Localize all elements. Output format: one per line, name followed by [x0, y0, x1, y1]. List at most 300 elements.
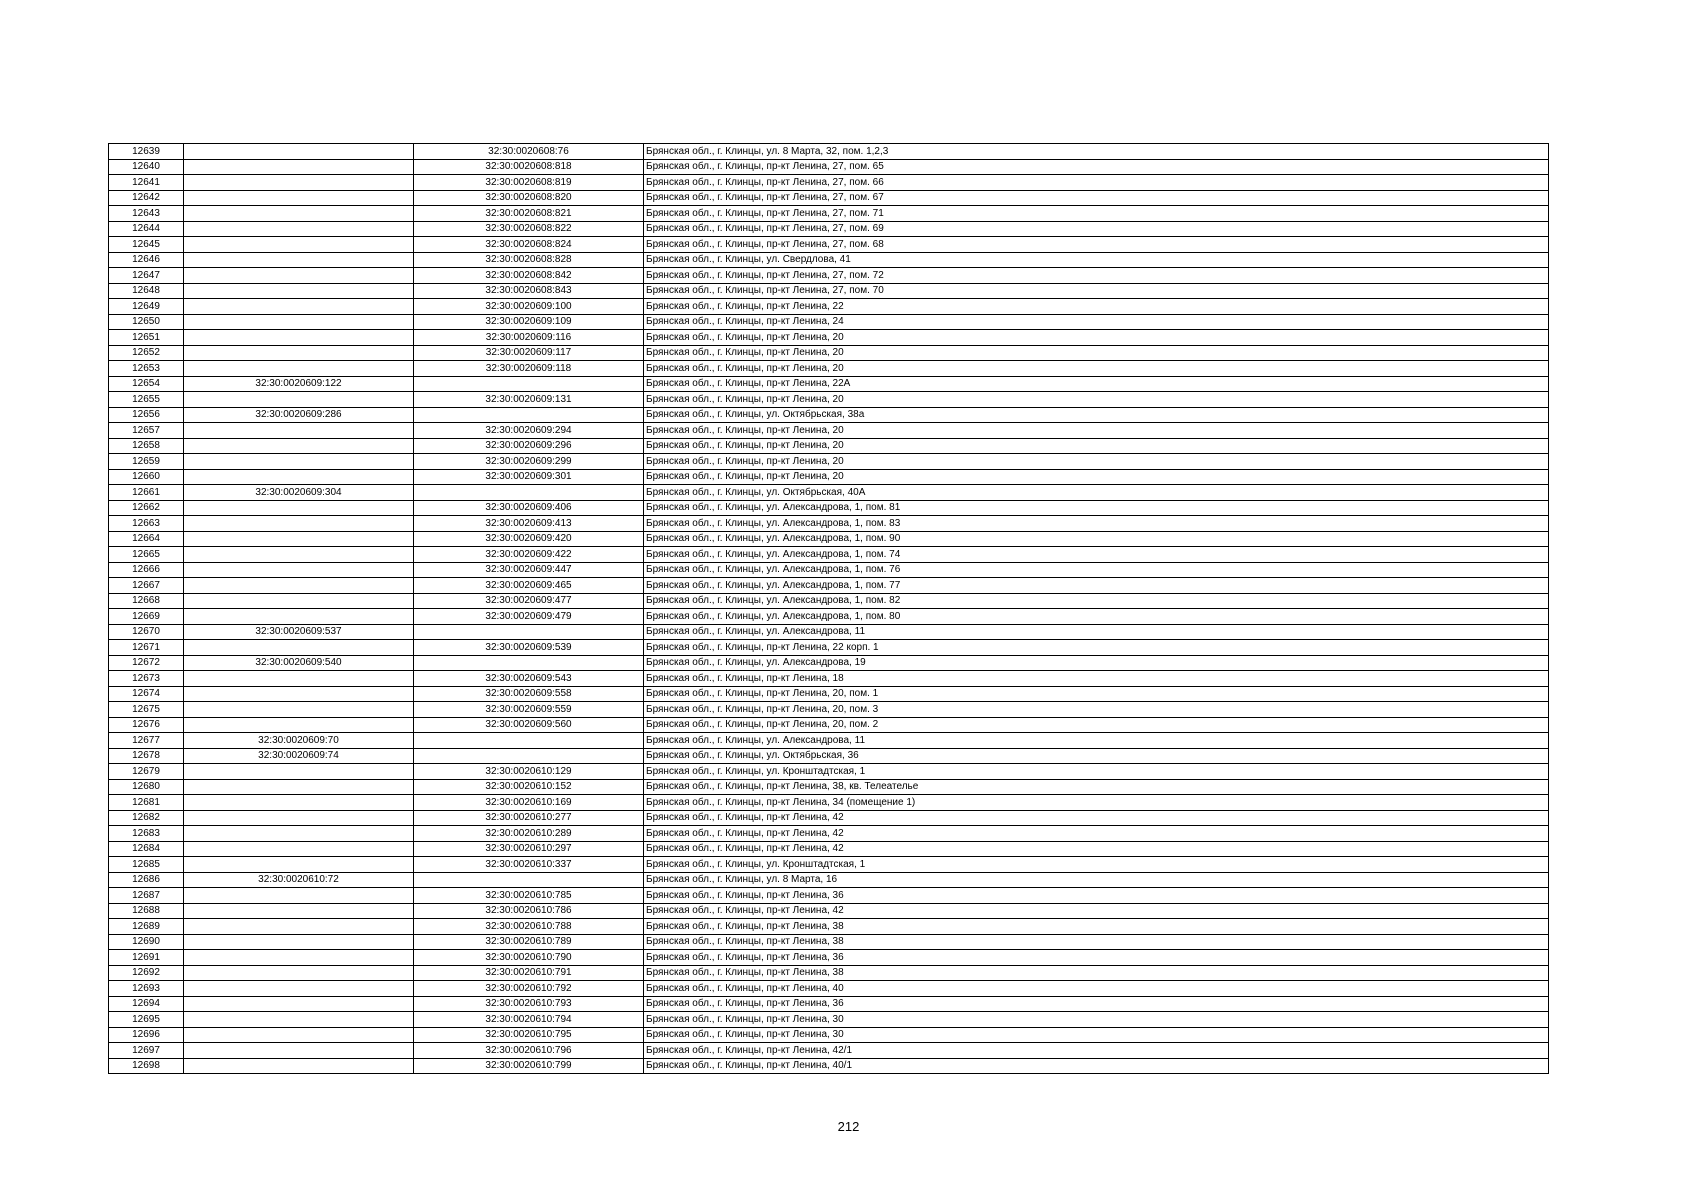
table-row — [109, 1012, 1549, 1028]
table-row — [109, 996, 1549, 1012]
cell-building-cadastral-number — [414, 407, 644, 423]
cell-address: Брянская обл., г. Клинцы, пр-кт Ленина, 42 — [644, 810, 1549, 826]
cell-address: Брянская обл., г. Клинцы, пр-кт Ленина, 22А — [644, 376, 1549, 392]
cell-land-cadastral-number — [184, 903, 414, 919]
cell-row-number: 12650 — [109, 314, 184, 330]
cell-building-cadastral-number: 32:30:0020609:422 — [414, 547, 644, 563]
cell-building-cadastral-number: 32:30:0020610:791 — [414, 965, 644, 981]
table-row — [109, 299, 1549, 315]
cell-land-cadastral-number — [184, 810, 414, 826]
cell-address: Брянская обл., г. Клинцы, ул. Александрова, 1, пом. 76 — [644, 562, 1549, 578]
table-row — [109, 826, 1549, 842]
cell-land-cadastral-number — [184, 919, 414, 935]
table-row — [109, 144, 1549, 160]
cell-row-number: 12679 — [109, 764, 184, 780]
cell-land-cadastral-number — [184, 671, 414, 687]
cell-land-cadastral-number — [184, 361, 414, 377]
cell-address: Брянская обл., г. Клинцы, пр-кт Ленина, 20 — [644, 423, 1549, 439]
cell-building-cadastral-number: 32:30:0020609:117 — [414, 345, 644, 361]
cell-address: Брянская обл., г. Клинцы, ул. 8 Марта, 32, пом. 1,2,3 — [644, 144, 1549, 160]
cell-row-number: 12655 — [109, 392, 184, 408]
cell-row-number: 12681 — [109, 795, 184, 811]
cell-building-cadastral-number: 32:30:0020609:447 — [414, 562, 644, 578]
cell-row-number: 12667 — [109, 578, 184, 594]
table-row — [109, 764, 1549, 780]
cell-row-number: 12698 — [109, 1058, 184, 1074]
cell-building-cadastral-number: 32:30:0020610:796 — [414, 1043, 644, 1059]
table-row — [109, 872, 1549, 888]
cell-building-cadastral-number: 32:30:0020609:296 — [414, 438, 644, 454]
cell-row-number: 12644 — [109, 221, 184, 237]
cell-building-cadastral-number: 32:30:0020609:465 — [414, 578, 644, 594]
cell-building-cadastral-number: 32:30:0020608:843 — [414, 283, 644, 299]
cell-land-cadastral-number — [184, 640, 414, 656]
cell-land-cadastral-number — [184, 593, 414, 609]
cell-address: Брянская обл., г. Клинцы, пр-кт Ленина, 27, пом. 67 — [644, 190, 1549, 206]
cell-building-cadastral-number — [414, 376, 644, 392]
cell-row-number: 12688 — [109, 903, 184, 919]
table-row — [109, 810, 1549, 826]
cell-row-number: 12693 — [109, 981, 184, 997]
cell-land-cadastral-number — [184, 330, 414, 346]
cell-address: Брянская обл., г. Клинцы, пр-кт Ленина, 36 — [644, 888, 1549, 904]
cell-row-number: 12697 — [109, 1043, 184, 1059]
table-row — [109, 624, 1549, 640]
cell-row-number: 12658 — [109, 438, 184, 454]
cell-building-cadastral-number: 32:30:0020608:821 — [414, 206, 644, 222]
cell-building-cadastral-number — [414, 655, 644, 671]
cell-building-cadastral-number: 32:30:0020609:109 — [414, 314, 644, 330]
table-row — [109, 469, 1549, 485]
cell-row-number: 12669 — [109, 609, 184, 625]
table-row — [109, 500, 1549, 516]
cell-building-cadastral-number: 32:30:0020610:129 — [414, 764, 644, 780]
table-row — [109, 547, 1549, 563]
cell-building-cadastral-number: 32:30:0020609:116 — [414, 330, 644, 346]
cell-building-cadastral-number: 32:30:0020609:560 — [414, 717, 644, 733]
cell-land-cadastral-number — [184, 175, 414, 191]
cell-address: Брянская обл., г. Клинцы, пр-кт Ленина, 42/1 — [644, 1043, 1549, 1059]
cell-building-cadastral-number: 32:30:0020609:543 — [414, 671, 644, 687]
cell-row-number: 12648 — [109, 283, 184, 299]
cell-building-cadastral-number — [414, 733, 644, 749]
table-row — [109, 531, 1549, 547]
cell-land-cadastral-number — [184, 562, 414, 578]
cell-land-cadastral-number — [184, 1043, 414, 1059]
cell-row-number: 12641 — [109, 175, 184, 191]
cell-land-cadastral-number — [184, 717, 414, 733]
table-row — [109, 1027, 1549, 1043]
cell-land-cadastral-number — [184, 345, 414, 361]
cell-building-cadastral-number: 32:30:0020610:799 — [414, 1058, 644, 1074]
table-row — [109, 252, 1549, 268]
table-row — [109, 345, 1549, 361]
cell-row-number: 12657 — [109, 423, 184, 439]
cell-land-cadastral-number — [184, 206, 414, 222]
cell-building-cadastral-number: 32:30:0020609:413 — [414, 516, 644, 532]
cell-building-cadastral-number: 32:30:0020609:294 — [414, 423, 644, 439]
cell-land-cadastral-number — [184, 965, 414, 981]
table-row — [109, 717, 1549, 733]
table-row — [109, 206, 1549, 222]
cell-row-number: 12652 — [109, 345, 184, 361]
table-row — [109, 903, 1549, 919]
cell-land-cadastral-number — [184, 423, 414, 439]
cell-building-cadastral-number: 32:30:0020609:558 — [414, 686, 644, 702]
cell-address: Брянская обл., г. Клинцы, пр-кт Ленина, 27, пом. 65 — [644, 159, 1549, 175]
cell-land-cadastral-number — [184, 438, 414, 454]
cell-address: Брянская обл., г. Клинцы, ул. Александрова, 1, пом. 83 — [644, 516, 1549, 532]
cell-land-cadastral-number — [184, 996, 414, 1012]
table-row — [109, 314, 1549, 330]
cell-land-cadastral-number — [184, 500, 414, 516]
cell-building-cadastral-number: 32:30:0020609:420 — [414, 531, 644, 547]
cell-land-cadastral-number — [184, 1012, 414, 1028]
cell-building-cadastral-number: 32:30:0020608:76 — [414, 144, 644, 160]
cell-building-cadastral-number — [414, 872, 644, 888]
table-row — [109, 795, 1549, 811]
cell-address: Брянская обл., г. Клинцы, пр-кт Ленина, 34 (помещение 1) — [644, 795, 1549, 811]
cell-address: Брянская обл., г. Клинцы, пр-кт Ленина, 18 — [644, 671, 1549, 687]
cell-building-cadastral-number: 32:30:0020608:824 — [414, 237, 644, 253]
cell-address: Брянская обл., г. Клинцы, ул. Октябрьская, 38а — [644, 407, 1549, 423]
cell-land-cadastral-number — [184, 702, 414, 718]
cell-address: Брянская обл., г. Клинцы, пр-кт Ленина, 38, кв. Телеателье — [644, 779, 1549, 795]
cell-address: Брянская обл., г. Клинцы, пр-кт Ленина, 27, пом. 66 — [644, 175, 1549, 191]
cell-address: Брянская обл., г. Клинцы, пр-кт Ленина, 40/1 — [644, 1058, 1549, 1074]
cell-row-number: 12684 — [109, 841, 184, 857]
table-row — [109, 516, 1549, 532]
cell-address: Брянская обл., г. Клинцы, пр-кт Ленина, 20, пом. 3 — [644, 702, 1549, 718]
cell-building-cadastral-number: 32:30:0020609:100 — [414, 299, 644, 315]
table-row — [109, 407, 1549, 423]
cell-address: Брянская обл., г. Клинцы, пр-кт Ленина, 27, пом. 70 — [644, 283, 1549, 299]
cell-building-cadastral-number: 32:30:0020609:299 — [414, 454, 644, 470]
cell-address: Брянская обл., г. Клинцы, ул. Кронштадтская, 1 — [644, 857, 1549, 873]
cell-row-number: 12673 — [109, 671, 184, 687]
cell-row-number: 12654 — [109, 376, 184, 392]
cell-land-cadastral-number — [184, 888, 414, 904]
cell-building-cadastral-number — [414, 748, 644, 764]
cell-row-number: 12656 — [109, 407, 184, 423]
cell-land-cadastral-number — [184, 469, 414, 485]
cell-address: Брянская обл., г. Клинцы, ул. Свердлова, 41 — [644, 252, 1549, 268]
cell-address: Брянская обл., г. Клинцы, пр-кт Ленина, 20 — [644, 361, 1549, 377]
cell-building-cadastral-number — [414, 485, 644, 501]
cell-building-cadastral-number: 32:30:0020610:277 — [414, 810, 644, 826]
table-row — [109, 1058, 1549, 1074]
cell-row-number: 12645 — [109, 237, 184, 253]
cell-row-number: 12689 — [109, 919, 184, 935]
cell-building-cadastral-number: 32:30:0020610:786 — [414, 903, 644, 919]
cell-building-cadastral-number: 32:30:0020610:152 — [414, 779, 644, 795]
cell-row-number: 12691 — [109, 950, 184, 966]
table-row — [109, 686, 1549, 702]
cadastral-table — [108, 143, 1549, 1074]
cell-land-cadastral-number — [184, 1058, 414, 1074]
cell-address: Брянская обл., г. Клинцы, пр-кт Ленина, 27, пом. 69 — [644, 221, 1549, 237]
cell-land-cadastral-number — [184, 516, 414, 532]
cell-address: Брянская обл., г. Клинцы, пр-кт Ленина, 20, пом. 2 — [644, 717, 1549, 733]
cell-row-number: 12643 — [109, 206, 184, 222]
table-row — [109, 841, 1549, 857]
cell-land-cadastral-number: 32:30:0020609:304 — [184, 485, 414, 501]
cell-row-number: 12686 — [109, 872, 184, 888]
table-body — [109, 144, 1549, 1074]
cell-land-cadastral-number — [184, 1027, 414, 1043]
table-row — [109, 376, 1549, 392]
table-row — [109, 950, 1549, 966]
cell-building-cadastral-number: 32:30:0020608:822 — [414, 221, 644, 237]
cell-row-number: 12639 — [109, 144, 184, 160]
cell-building-cadastral-number: 32:30:0020610:792 — [414, 981, 644, 997]
cell-address: Брянская обл., г. Клинцы, пр-кт Ленина, 27, пом. 68 — [644, 237, 1549, 253]
cell-row-number: 12674 — [109, 686, 184, 702]
cell-building-cadastral-number: 32:30:0020609:301 — [414, 469, 644, 485]
cell-row-number: 12678 — [109, 748, 184, 764]
table-row — [109, 593, 1549, 609]
cell-row-number: 12687 — [109, 888, 184, 904]
table-row — [109, 671, 1549, 687]
table-row — [109, 221, 1549, 237]
cell-land-cadastral-number: 32:30:0020609:540 — [184, 655, 414, 671]
cell-building-cadastral-number: 32:30:0020610:788 — [414, 919, 644, 935]
table-row — [109, 609, 1549, 625]
table-row — [109, 562, 1549, 578]
cell-row-number: 12661 — [109, 485, 184, 501]
cell-building-cadastral-number: 32:30:0020610:785 — [414, 888, 644, 904]
cell-land-cadastral-number — [184, 190, 414, 206]
cell-row-number: 12683 — [109, 826, 184, 842]
table-row — [109, 733, 1549, 749]
cell-row-number: 12647 — [109, 268, 184, 284]
cell-address: Брянская обл., г. Клинцы, ул. Кронштадтская, 1 — [644, 764, 1549, 780]
cell-address: Брянская обл., г. Клинцы, пр-кт Ленина, 36 — [644, 996, 1549, 1012]
cell-building-cadastral-number: 32:30:0020610:793 — [414, 996, 644, 1012]
cell-address: Брянская обл., г. Клинцы, пр-кт Ленина, 24 — [644, 314, 1549, 330]
cell-building-cadastral-number — [414, 624, 644, 640]
table-row — [109, 392, 1549, 408]
cell-address: Брянская обл., г. Клинцы, ул. Александрова, 1, пом. 82 — [644, 593, 1549, 609]
cell-land-cadastral-number: 32:30:0020609:122 — [184, 376, 414, 392]
cell-land-cadastral-number: 32:30:0020610:72 — [184, 872, 414, 888]
cell-address: Брянская обл., г. Клинцы, пр-кт Ленина, 20 — [644, 469, 1549, 485]
cell-row-number: 12680 — [109, 779, 184, 795]
cell-row-number: 12670 — [109, 624, 184, 640]
cell-address: Брянская обл., г. Клинцы, ул. Александрова, 1, пом. 77 — [644, 578, 1549, 594]
table-row — [109, 190, 1549, 206]
cell-land-cadastral-number — [184, 268, 414, 284]
cell-building-cadastral-number: 32:30:0020610:289 — [414, 826, 644, 842]
cell-land-cadastral-number — [184, 454, 414, 470]
cell-land-cadastral-number — [184, 531, 414, 547]
cell-building-cadastral-number: 32:30:0020610:297 — [414, 841, 644, 857]
cell-address: Брянская обл., г. Клинцы, ул. Октябрьская, 40А — [644, 485, 1549, 501]
cell-building-cadastral-number: 32:30:0020608:820 — [414, 190, 644, 206]
cell-land-cadastral-number — [184, 795, 414, 811]
cell-address: Брянская обл., г. Клинцы, ул. Октябрьская, 36 — [644, 748, 1549, 764]
table-row — [109, 655, 1549, 671]
cell-land-cadastral-number — [184, 779, 414, 795]
cell-row-number: 12672 — [109, 655, 184, 671]
cell-address: Брянская обл., г. Клинцы, ул. Александрова, 19 — [644, 655, 1549, 671]
cell-land-cadastral-number — [184, 283, 414, 299]
cell-row-number: 12666 — [109, 562, 184, 578]
cell-row-number: 12664 — [109, 531, 184, 547]
cell-land-cadastral-number — [184, 609, 414, 625]
cell-land-cadastral-number — [184, 392, 414, 408]
cell-land-cadastral-number — [184, 237, 414, 253]
cell-land-cadastral-number — [184, 841, 414, 857]
cell-building-cadastral-number: 32:30:0020610:169 — [414, 795, 644, 811]
cell-building-cadastral-number: 32:30:0020609:131 — [414, 392, 644, 408]
cell-address: Брянская обл., г. Клинцы, пр-кт Ленина, 20 — [644, 345, 1549, 361]
cell-building-cadastral-number: 32:30:0020608:828 — [414, 252, 644, 268]
cell-row-number: 12696 — [109, 1027, 184, 1043]
cell-address: Брянская обл., г. Клинцы, пр-кт Ленина, 42 — [644, 903, 1549, 919]
table-row — [109, 748, 1549, 764]
cell-land-cadastral-number — [184, 578, 414, 594]
cell-address: Брянская обл., г. Клинцы, пр-кт Ленина, 20 — [644, 330, 1549, 346]
cell-address: Брянская обл., г. Клинцы, пр-кт Ленина, 36 — [644, 950, 1549, 966]
cell-address: Брянская обл., г. Клинцы, пр-кт Ленина, 22 — [644, 299, 1549, 315]
cell-row-number: 12668 — [109, 593, 184, 609]
cell-row-number: 12694 — [109, 996, 184, 1012]
cell-land-cadastral-number — [184, 826, 414, 842]
cell-building-cadastral-number: 32:30:0020609:406 — [414, 500, 644, 516]
cell-address: Брянская обл., г. Клинцы, пр-кт Ленина, 27, пом. 71 — [644, 206, 1549, 222]
cell-address: Брянская обл., г. Клинцы, ул. Александрова, 11 — [644, 624, 1549, 640]
table-row — [109, 919, 1549, 935]
page-number: 212 — [837, 1119, 860, 1134]
cell-row-number: 12649 — [109, 299, 184, 315]
cell-row-number: 12675 — [109, 702, 184, 718]
cell-building-cadastral-number: 32:30:0020610:794 — [414, 1012, 644, 1028]
cell-row-number: 12692 — [109, 965, 184, 981]
cell-land-cadastral-number — [184, 252, 414, 268]
cell-row-number: 12660 — [109, 469, 184, 485]
cell-land-cadastral-number — [184, 314, 414, 330]
cell-land-cadastral-number: 32:30:0020609:70 — [184, 733, 414, 749]
cell-building-cadastral-number: 32:30:0020609:539 — [414, 640, 644, 656]
cell-land-cadastral-number — [184, 764, 414, 780]
cell-land-cadastral-number — [184, 857, 414, 873]
cell-land-cadastral-number: 32:30:0020609:286 — [184, 407, 414, 423]
cell-building-cadastral-number: 32:30:0020610:790 — [414, 950, 644, 966]
table-row — [109, 237, 1549, 253]
cell-address: Брянская обл., г. Клинцы, пр-кт Ленина, 38 — [644, 965, 1549, 981]
table-row — [109, 330, 1549, 346]
table-row — [109, 888, 1549, 904]
cell-address: Брянская обл., г. Клинцы, пр-кт Ленина, 20, пом. 1 — [644, 686, 1549, 702]
table-row — [109, 779, 1549, 795]
table-row — [109, 361, 1549, 377]
cell-land-cadastral-number — [184, 547, 414, 563]
cell-address: Брянская обл., г. Клинцы, пр-кт Ленина, 40 — [644, 981, 1549, 997]
cell-row-number: 12677 — [109, 733, 184, 749]
cell-land-cadastral-number — [184, 159, 414, 175]
table-row — [109, 485, 1549, 501]
cell-building-cadastral-number: 32:30:0020610:789 — [414, 934, 644, 950]
cell-building-cadastral-number: 32:30:0020610:795 — [414, 1027, 644, 1043]
cell-address: Брянская обл., г. Клинцы, пр-кт Ленина, 42 — [644, 826, 1549, 842]
cell-land-cadastral-number: 32:30:0020609:537 — [184, 624, 414, 640]
table-row — [109, 702, 1549, 718]
cell-building-cadastral-number: 32:30:0020610:337 — [414, 857, 644, 873]
cell-land-cadastral-number — [184, 950, 414, 966]
cell-building-cadastral-number: 32:30:0020608:819 — [414, 175, 644, 191]
cell-address: Брянская обл., г. Клинцы, пр-кт Ленина, 22 корп. 1 — [644, 640, 1549, 656]
cell-row-number: 12663 — [109, 516, 184, 532]
table-row — [109, 423, 1549, 439]
cell-land-cadastral-number — [184, 144, 414, 160]
cell-address: Брянская обл., г. Клинцы, ул. Александрова, 1, пом. 74 — [644, 547, 1549, 563]
cell-address: Брянская обл., г. Клинцы, пр-кт Ленина, 38 — [644, 934, 1549, 950]
table-row — [109, 175, 1549, 191]
table-row — [109, 857, 1549, 873]
table-row — [109, 268, 1549, 284]
cell-address: Брянская обл., г. Клинцы, пр-кт Ленина, 20 — [644, 454, 1549, 470]
cell-row-number: 12682 — [109, 810, 184, 826]
cell-address: Брянская обл., г. Клинцы, пр-кт Ленина, 20 — [644, 392, 1549, 408]
cell-land-cadastral-number — [184, 299, 414, 315]
cell-address: Брянская обл., г. Клинцы, ул. Александрова, 1, пом. 90 — [644, 531, 1549, 547]
table-row — [109, 1043, 1549, 1059]
cell-address: Брянская обл., г. Клинцы, пр-кт Ленина, 30 — [644, 1027, 1549, 1043]
cell-land-cadastral-number: 32:30:0020609:74 — [184, 748, 414, 764]
table-row — [109, 159, 1549, 175]
cell-address: Брянская обл., г. Клинцы, пр-кт Ленина, 20 — [644, 438, 1549, 454]
cell-row-number: 12671 — [109, 640, 184, 656]
cell-building-cadastral-number: 32:30:0020609:479 — [414, 609, 644, 625]
cell-address: Брянская обл., г. Клинцы, ул. Александрова, 11 — [644, 733, 1549, 749]
cell-address: Брянская обл., г. Клинцы, пр-кт Ленина, 38 — [644, 919, 1549, 935]
cell-land-cadastral-number — [184, 981, 414, 997]
cell-building-cadastral-number: 32:30:0020608:818 — [414, 159, 644, 175]
cell-address: Брянская обл., г. Клинцы, пр-кт Ленина, 30 — [644, 1012, 1549, 1028]
cell-row-number: 12651 — [109, 330, 184, 346]
cell-row-number: 12676 — [109, 717, 184, 733]
cell-building-cadastral-number: 32:30:0020609:559 — [414, 702, 644, 718]
cell-row-number: 12653 — [109, 361, 184, 377]
cell-address: Брянская обл., г. Клинцы, пр-кт Ленина, 27, пом. 72 — [644, 268, 1549, 284]
cell-address: Брянская обл., г. Клинцы, ул. 8 Марта, 16 — [644, 872, 1549, 888]
table-row — [109, 965, 1549, 981]
cell-row-number: 12695 — [109, 1012, 184, 1028]
cell-address: Брянская обл., г. Клинцы, ул. Александрова, 1, пом. 80 — [644, 609, 1549, 625]
cell-row-number: 12659 — [109, 454, 184, 470]
table-row — [109, 934, 1549, 950]
cell-row-number: 12646 — [109, 252, 184, 268]
cell-land-cadastral-number — [184, 686, 414, 702]
cell-row-number: 12690 — [109, 934, 184, 950]
cell-land-cadastral-number — [184, 934, 414, 950]
cell-row-number: 12662 — [109, 500, 184, 516]
cell-row-number: 12640 — [109, 159, 184, 175]
table-row — [109, 438, 1549, 454]
table-row — [109, 454, 1549, 470]
table-row — [109, 640, 1549, 656]
table-row — [109, 283, 1549, 299]
cell-address: Брянская обл., г. Клинцы, ул. Александрова, 1, пом. 81 — [644, 500, 1549, 516]
cell-row-number: 12665 — [109, 547, 184, 563]
cell-address: Брянская обл., г. Клинцы, пр-кт Ленина, 42 — [644, 841, 1549, 857]
cell-building-cadastral-number: 32:30:0020609:118 — [414, 361, 644, 377]
cell-building-cadastral-number: 32:30:0020608:842 — [414, 268, 644, 284]
table-row — [109, 981, 1549, 997]
cell-row-number: 12685 — [109, 857, 184, 873]
cell-building-cadastral-number: 32:30:0020609:477 — [414, 593, 644, 609]
